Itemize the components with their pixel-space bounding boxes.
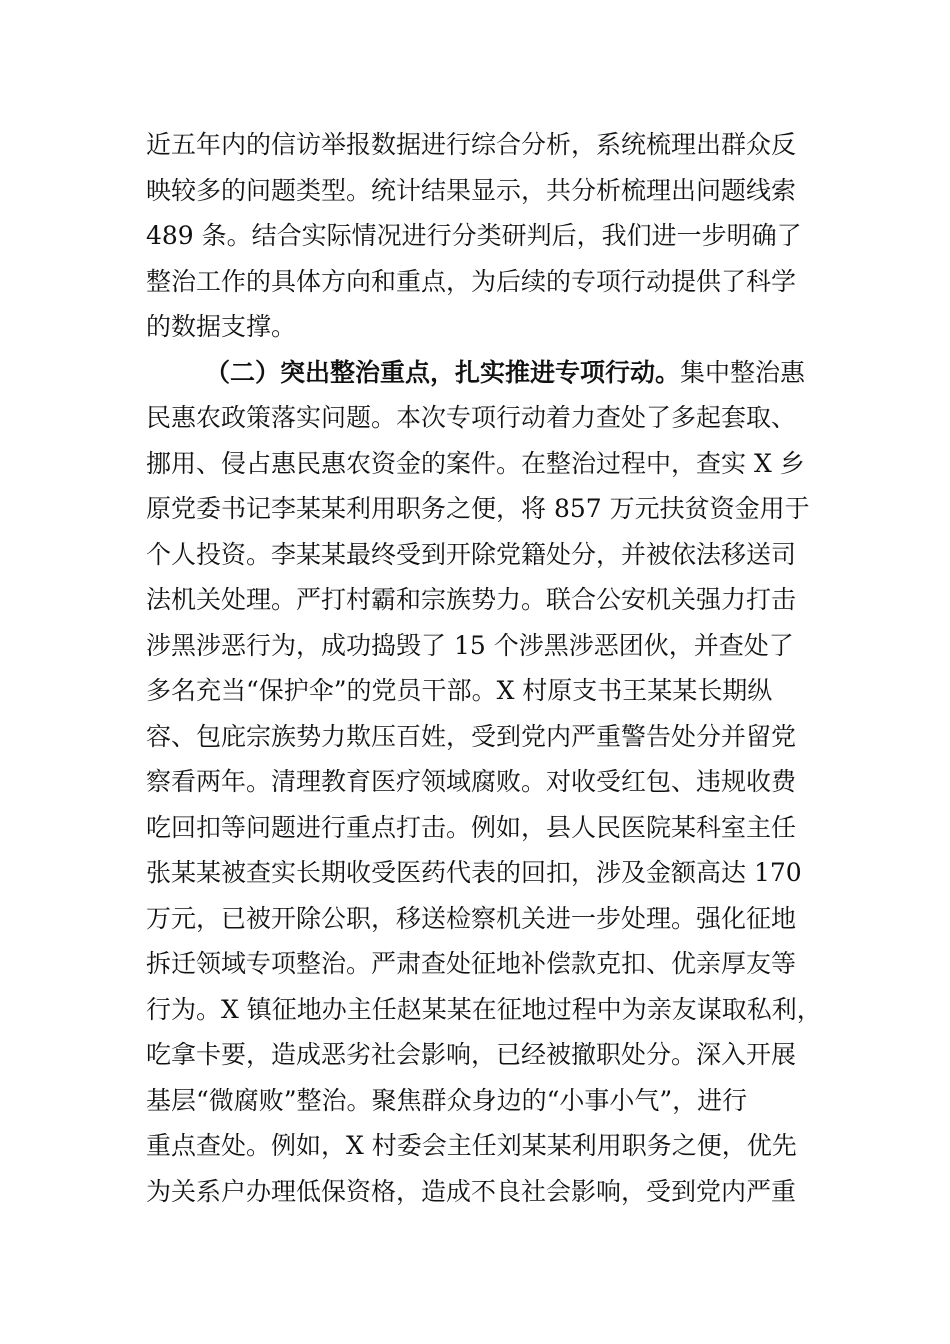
text-line: 行为。X 镇征地办主任赵某某在征地过程中为亲友谋取私利， <box>146 994 822 1024</box>
text-line: 重点查处。例如，X 村委会主任刘某某利用职务之便，优先 <box>146 1131 797 1160</box>
text-line: 挪用、侵占惠民惠农资金的案件。在整治过程中，查实 X 乡 <box>146 448 805 478</box>
text-line: 法机关处理。严打村霸和宗族势力。联合公安机关强力打击 <box>146 585 797 614</box>
text-line: 万元，已被开除公职，移送检察机关进一步处理。强化征地 <box>146 903 797 933</box>
text-line: 民惠农政策落实问题。本次专项行动着力查处了多起套取、 <box>146 403 797 432</box>
text-line: 多名充当“保护伞”的党员干部。X 村原支书王某某长期纵 <box>146 676 773 705</box>
text-line: 原党委书记李某某利用职务之便，将 857 万元扶贫资金用于 <box>146 494 810 523</box>
text-line: 的数据支撑。 <box>146 312 297 341</box>
text-line: 张某某被查实长期收受医药代表的回扣，涉及金额高达 170 <box>146 858 802 887</box>
text-line: 为关系户办理低保资格，造成不良社会影响，受到党内严重 <box>146 1176 797 1206</box>
text-line: 吃回扣等问题进行重点打击。例如，县人民医院某科室主任 <box>146 812 797 842</box>
text-line: 涉黑涉恶行为，成功捣毁了 15 个涉黑涉恶团伙，并查处了 <box>146 630 794 660</box>
text-line: 映较多的问题类型。统计结果显示，共分析梳理出问题线索 <box>146 175 797 205</box>
text-line: 拆迁领域专项整治。严肃查处征地补偿款克扣、优亲厚友等 <box>146 949 797 978</box>
heading-trailing-text: 集中整治惠 <box>680 357 806 387</box>
text-line: 489 条。结合实际情况进行分类研判后，我们进一步明确了 <box>146 221 802 250</box>
text-line: 察看两年。清理教育医疗领域腐败。对收受红包、违规收费 <box>146 767 797 796</box>
body-text <box>146 122 822 1214</box>
text-line: 基层“微腐败”整治。聚焦群众身边的“小事小气”，进行 <box>146 1085 748 1115</box>
paragraph-2-first-line <box>146 350 816 396</box>
paragraph-2 <box>146 350 822 1215</box>
paragraph-1 <box>146 122 816 350</box>
section-heading: （二）突出整治重点，扎实推进专项行动。 <box>205 357 681 387</box>
text-line: 整治工作的具体方向和重点，为后续的专项行动提供了科学 <box>146 266 797 296</box>
text-line: 个人投资。李某某最终受到开除党籍处分，并被依法移送司 <box>146 539 797 569</box>
text-line: 近五年内的信访举报数据进行综合分析，系统梳理出群众反 <box>146 130 797 159</box>
text-line: 吃拿卡要，造成恶劣社会影响，已经被撤职处分。深入开展 <box>146 1040 797 1069</box>
text-line: 容、包庇宗族势力欺压百姓，受到党内严重警告处分并留党 <box>146 721 797 751</box>
